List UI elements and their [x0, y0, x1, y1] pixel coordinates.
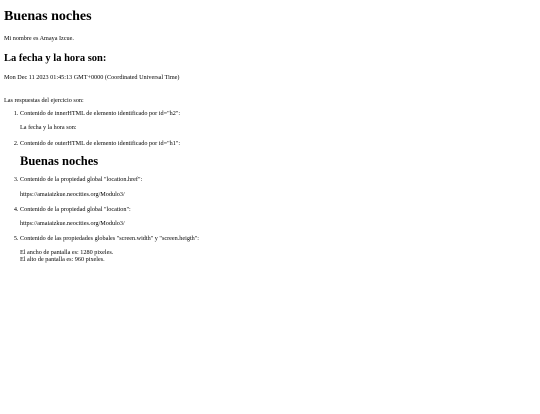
answer-label: 2. Contenido de outerHTML de elemento identificado por id="h1": — [20, 139, 181, 147]
answer-label: 3. Contenido de la propiedad global "location.href": — [20, 176, 143, 184]
page-heading: Buenas noches — [4, 9, 92, 24]
answers-list — [4, 110, 540, 263]
answer-value: https://amaiaizkue.neocities.org/Modulo3/ — [20, 219, 125, 227]
screen-height-line: El alto de pantalla es: 960 pixeles. — [20, 256, 105, 264]
answer-value-heading: Buenas noches — [20, 153, 99, 168]
answer-item-4 — [20, 206, 540, 227]
answer-item-2 — [20, 140, 540, 169]
answer-label: 5. Contenido de las propiedades globales "screen.width" y "screen.heigth": — [20, 234, 200, 242]
name-line: Mi nombre es Amaya Izcue. — [4, 35, 74, 43]
page — [0, 9, 540, 263]
answer-item-5 — [20, 235, 540, 263]
answer-label: 1. Contenido de innerHTML de elemento identificado por id="h2": — [20, 110, 181, 118]
answers-intro: Las respuestas del ejercicio son: — [4, 97, 84, 105]
answer-value: https://amaiaizkue.neocities.org/Modulo3/ — [20, 190, 125, 198]
answer-value-screen — [20, 249, 540, 263]
date-line: Mon Dec 11 2023 01:45:13 GMT+0000 (Coordinated Universal Time) — [4, 74, 180, 82]
answer-value: La fecha y la hora son: — [20, 124, 77, 132]
answer-item-1 — [20, 110, 540, 131]
answer-item-3 — [20, 176, 540, 197]
date-heading: La fecha y la hora son: — [4, 52, 107, 64]
screen-width-line: El ancho de pantalla es: 1280 pixeles. — [20, 249, 114, 257]
answer-label: 4. Contenido de la propiedad global "location": — [20, 205, 131, 213]
